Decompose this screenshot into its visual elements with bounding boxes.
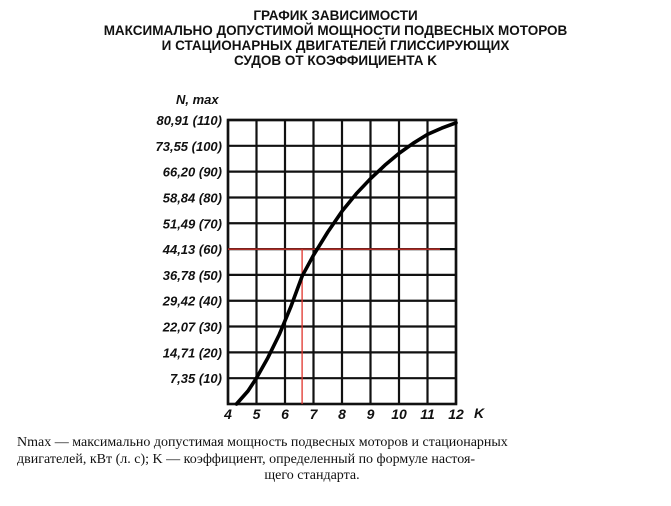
x-tick-label: 7 (309, 406, 318, 422)
grid (228, 120, 456, 404)
caption-line-2: двигателей, кВт (л. с); K — коэффициент, определенный по формуле настоя- (17, 451, 476, 467)
x-tick-label: 9 (366, 406, 375, 422)
x-axis-label: K (474, 405, 485, 421)
y-tick-label: 36,78 (50) (162, 267, 222, 283)
y-tick-label: 51,49 (70) (162, 216, 222, 232)
caption (17, 435, 607, 485)
y-axis-label: N, max (176, 92, 219, 107)
x-tick-label: 12 (448, 406, 464, 422)
x-tick-label: 11 (420, 406, 435, 422)
x-tick-label: 6 (281, 406, 289, 422)
y-tick-label: 7,35 (10) (169, 371, 222, 387)
y-tick-label: 22,07 (30) (162, 319, 222, 335)
y-tick-label: 73,55 (100) (155, 138, 222, 154)
y-tick-label: 44,13 (60) (162, 242, 222, 258)
x-tick-label: 10 (391, 406, 407, 422)
x-tick-label: 5 (252, 406, 261, 422)
title-line-2: МАКСИМАЛЬНО ДОПУСТИМОЙ МОЩНОСТИ ПОДВЕСНЫХ МОТОРОВ (103, 23, 568, 38)
caption-line-1: Nmax — максимально допустимая мощность подвесных моторов и стационарных (17, 435, 508, 450)
y-tick-labels (156, 113, 223, 386)
y-tick-label: 66,20 (90) (162, 164, 222, 180)
x-tick-labels (223, 406, 464, 422)
x-tick-label: 8 (338, 406, 346, 422)
caption-line-3: щего стандарта. (264, 468, 360, 483)
title-line-1: ГРАФИК ЗАВИСИМОСТИ (253, 8, 418, 23)
series-curve-group (237, 123, 457, 404)
y-tick-label: 80,91 (110) (156, 113, 222, 128)
y-tick-label: 29,42 (40) (162, 293, 222, 309)
y-tick-label: 14,71 (20) (162, 345, 222, 361)
y-tick-label: 58,84 (80) (162, 190, 222, 206)
title-line-3: И СТАЦИОНАРНЫХ ДВИГАТЕЛЕЙ ГЛИССИРУЮЩИХ (161, 38, 510, 53)
series-curve (237, 123, 457, 404)
x-tick-label: 4 (224, 406, 232, 422)
title-line-4: СУДОВ ОТ КОЭФФИЦИЕНТА K (233, 53, 438, 68)
